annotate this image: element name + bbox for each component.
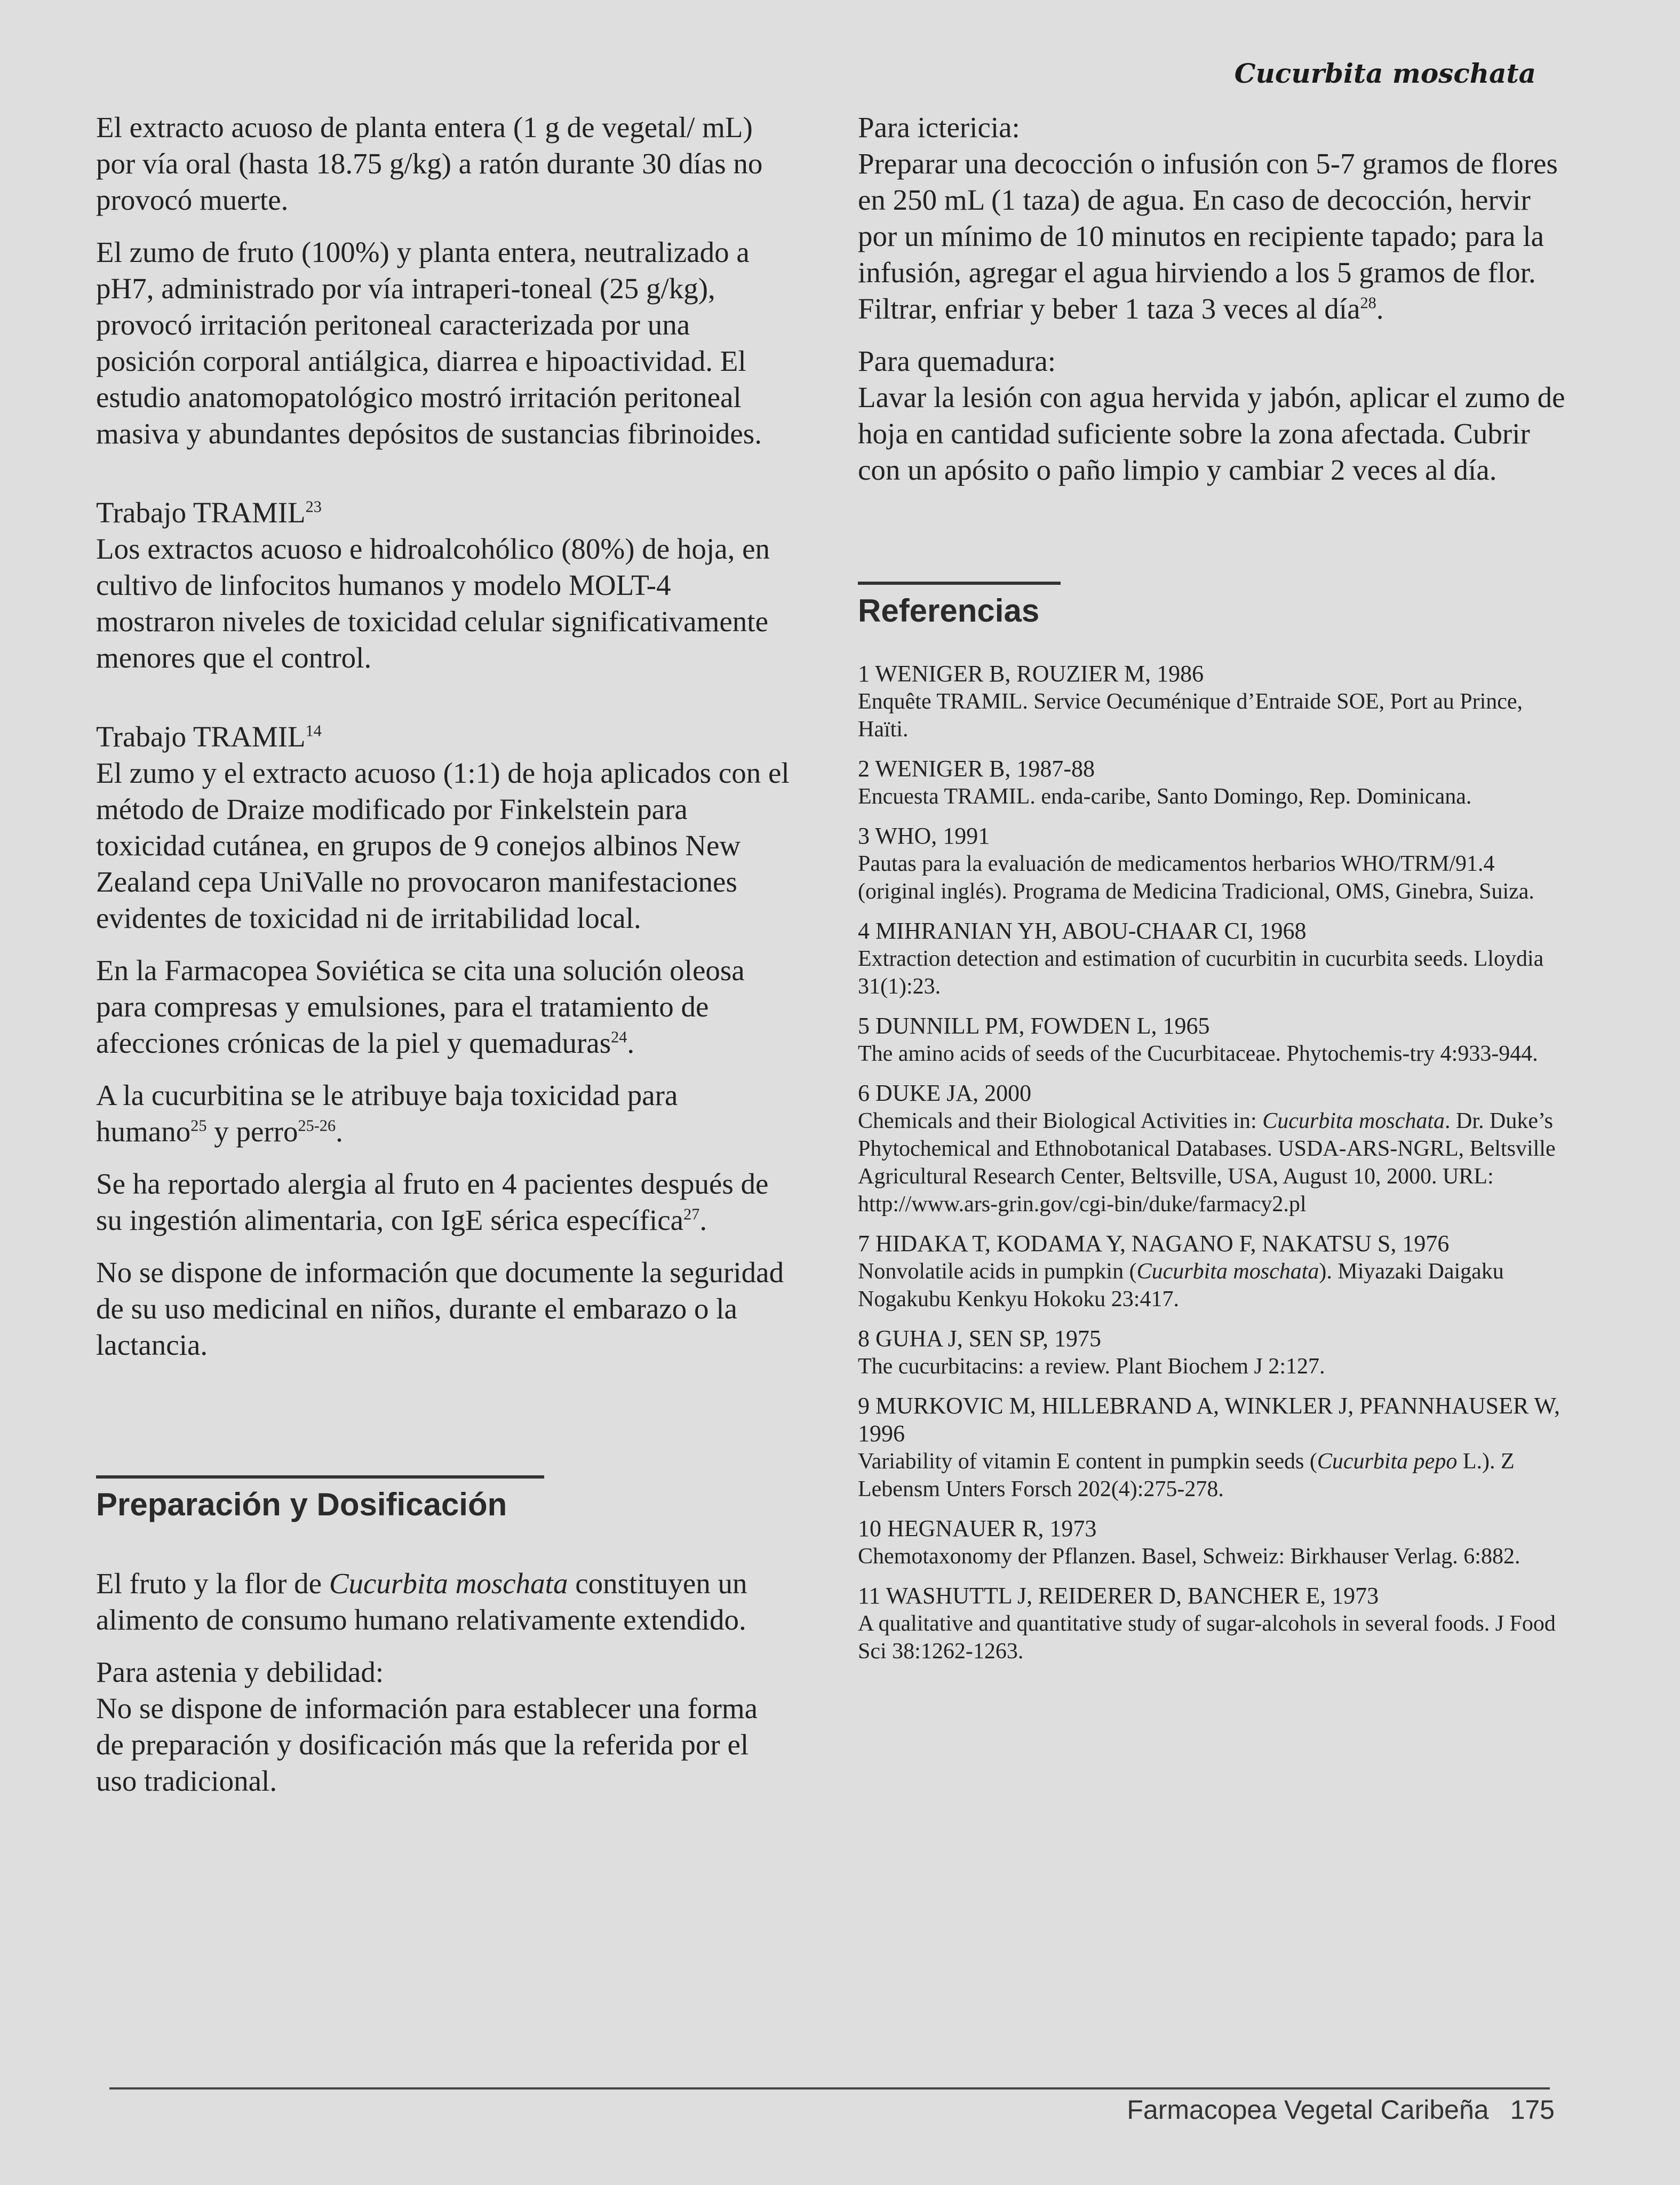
reference-body	[858, 1258, 1567, 1313]
reference-text: L.). Z Lebensm Unters Forsch 202(4):275-278.	[858, 1449, 1515, 1501]
footnote-ref: 25	[190, 1116, 207, 1135]
quemadura-block	[858, 343, 1567, 488]
reference-body	[858, 1448, 1567, 1503]
footnote-ref: 28	[1360, 293, 1376, 312]
reference-head: 4 MIHRANIAN YH, ABOU-CHAAR CI, 1968	[858, 918, 1307, 944]
ictericia-text: Preparar una decocción o infusión con 5-7 gramos de flores en 250 mL (1 taza) de agua. En caso de decocción, hervir por un mínimo de 10 minutos en recipiente tapado; para la infusión, agregar el agua hirviendo a los 5 gramos de flor. Filtrar, enfriar y beber 1 taza 3 veces al día	[858, 147, 1558, 325]
species-name: Cucurbita pepo	[1317, 1449, 1458, 1474]
tramil-23-title: Trabajo TRAMIL	[96, 496, 306, 529]
reference-head: 9 MURKOVIC M, HILLEBRAND A, WINKLER J, PFANNHAUSER W, 1996	[858, 1393, 1560, 1447]
astenia-text: No se dispone de información para establecer una forma de preparación y dosificación más que la referida por el uso tradicional.	[96, 1692, 758, 1797]
reference-item	[858, 1230, 1567, 1313]
right-column	[858, 109, 1567, 1677]
page-footer	[1127, 2094, 1555, 2125]
reference-item	[858, 660, 1567, 743]
section-rule	[96, 1475, 544, 1479]
reference-item	[858, 755, 1567, 811]
reference-text: ). Miyazaki Daigaku Nogakubu Kenkyu Hokoku 23:417.	[858, 1259, 1504, 1312]
species-name: Cucurbita moschata	[1262, 1109, 1445, 1133]
paragraph-extracto-acuoso: El extracto acuoso de planta entera (1 g de vegetal/ mL) por vía oral (hasta 18.75 g/kg) a ratón durante 30 días no provocó muerte.	[96, 111, 763, 216]
paragraph-farmacopea-sovietica: En la Farmacopea Soviética se cita una solución oleosa para compresas y emulsiones, para el tratamiento de afecciones crónicas de la piel y quemaduras$^{24}$.	[96, 954, 745, 1059]
footer-rule	[109, 2087, 1550, 2089]
astenia-title: Para astenia y debilidad:	[96, 1656, 384, 1688]
paragraph-ninos: No se dispone de información que documente la seguridad de su uso medicinal en niños, durante el embarazo o la lactancia.	[96, 1256, 784, 1361]
reference-body: The cucurbitacins: a review. Plant Biochem J 2:127.	[858, 1354, 1325, 1379]
reference-head: 10 HEGNAUER R, 1973	[858, 1515, 1097, 1542]
reference-item	[858, 1012, 1567, 1068]
footnote-ref: 23	[305, 497, 322, 516]
paragraph-text: y perro	[206, 1115, 298, 1148]
paragraph-text: En la Farmacopea Soviética se cita una solución oleosa para compresas y emulsiones, para el tratamiento de afecciones crónicas de la piel y quemaduras	[96, 954, 745, 1059]
paragraph-text: constituyen un alimento de consumo humano relativamente extendido.	[96, 1567, 747, 1636]
paragraph-text: A la cucurbitina se le atribuye baja toxicidad para humano	[96, 1079, 678, 1148]
preparacion-section	[96, 1475, 790, 1799]
preparacion-heading: Preparación y Dosificación	[96, 1487, 507, 1522]
ictericia-block: Para ictericia: Preparar una decocción o infusión con 5-7 gramos de flores en 250 mL (1 taza) de agua. En caso de decocción, hervir por un mínimo de 10 minutos en recipiente tapado; para la infusión, agregar el agua hirviendo a los 5 gramos de flor. Filtrar, enfriar y beber 1 taza 3 veces al día$^{28}$.	[858, 111, 1558, 325]
running-head: Cucurbita moschata	[1234, 58, 1536, 89]
paragraph-zumo-fruto: El zumo de fruto (100%) y planta entera, neutralizado a pH7, administrado por vía intraperi-toneal (25 g/kg), provocó irritación peritoneal caracterizada por una posición corporal antiálgica, diarrea e hipoactividad. El estudio anatomopatológico mostró irritación peritoneal masiva y abundantes depósitos de sustancias fibrinoides.	[96, 236, 762, 450]
book-title: Farmacopea Vegetal Caribeña	[1127, 2095, 1489, 2125]
paragraph-fruto-flor	[96, 1566, 790, 1638]
tramil-14-text: El zumo y el extracto acuoso (1:1) de hoja aplicados con el método de Draize modificado por Finkelstein para toxicidad cutánea, en grupos de 9 conejos albinos New Zealand cepa UniValle no provocaron manifestaciones evidentes de toxicidad ni de irritabilidad local.	[96, 757, 790, 934]
reference-item	[858, 1582, 1567, 1665]
reference-head: 7 HIDAKA T, KODAMA Y, NAGANO F, NAKATSU S, 1976	[858, 1230, 1450, 1257]
reference-head: 3 WHO, 1991	[858, 823, 990, 849]
reference-text: Chemicals and their Biological Activities in:	[858, 1109, 1263, 1133]
reference-head: 2 WENIGER B, 1987-88	[858, 756, 1095, 782]
tramil-23-text: Los extractos acuoso e hidroalcohólico (80%) de hoja, en cultivo de linfocitos humanos y modelo MOLT-4 mostraron niveles de toxicidad celular significativamente menores que el control.	[96, 533, 770, 674]
species-name: Cucurbita moschata	[1136, 1259, 1319, 1284]
reference-item	[858, 822, 1567, 905]
referencias-section	[858, 582, 1567, 1665]
reference-item	[858, 1515, 1567, 1570]
reference-head: 5 DUNNILL PM, FOWDEN L, 1965	[858, 1013, 1210, 1039]
footnote-ref: 14	[305, 721, 322, 740]
reference-head: 11 WASHUTTL J, REIDERER D, BANCHER E, 1973	[858, 1583, 1379, 1609]
tramil-14-block	[96, 719, 790, 936]
reference-body: The amino acids of seeds of the Cucurbitaceae. Phytochemis-try 4:933-944.	[858, 1042, 1538, 1066]
reference-head: 6 DUKE JA, 2000	[858, 1080, 1032, 1106]
referencias-heading: Referencias	[858, 593, 1040, 629]
reference-body	[858, 1107, 1567, 1218]
page-number: 175	[1510, 2095, 1555, 2125]
reference-item	[858, 917, 1567, 1000]
paragraph-text: Se ha reportado alergia al fruto en 4 pacientes después de su ingestión alimentaria, con IgE sérica específica	[96, 1167, 769, 1236]
reference-body: Pautas para la evaluación de medicamentos herbarios WHO/TRM/91.4 (original inglés). Programa de Medicina Tradicional, OMS, Ginebra, Suiza.	[858, 852, 1534, 904]
species-name: Cucurbita moschata	[329, 1567, 568, 1600]
reference-item	[858, 1325, 1567, 1380]
reference-body: Extraction detection and estimation of cucurbitin in cucurbita seeds. Lloydia 31(1):23.	[858, 947, 1544, 999]
section-rule	[858, 582, 1061, 585]
paragraph-alergia: Se ha reportado alergia al fruto en 4 pacientes después de su ingestión alimentaria, con IgE sérica específica$^{27}$.	[96, 1167, 769, 1236]
astenia-block	[96, 1654, 790, 1799]
left-column	[96, 109, 790, 1815]
quemadura-title: Para quemadura:	[858, 345, 1056, 377]
reference-head: 1 WENIGER B, ROUZIER M, 1986	[858, 661, 1204, 687]
reference-body: Encuesta TRAMIL. enda-caribe, Santo Domingo, Rep. Dominicana.	[858, 784, 1472, 809]
footnote-ref: 25-26	[298, 1116, 336, 1135]
reference-body: A qualitative and quantitative study of sugar-alcohols in several foods. J Food Sci 38:1262-1263.	[858, 1611, 1556, 1664]
reference-text: . Dr. Duke’s Phytochemical and Ethnobotanical Databases. USDA-ARS-NGRL, Beltsville Agricultural Research Center, Beltsville, USA, August 10, 2000. URL: http://www.ars-grin.gov/cgi-bin/duke/farmacy2.pl	[858, 1109, 1556, 1217]
ictericia-title: Para ictericia:	[858, 111, 1020, 144]
reference-body: Chemotaxonomy der Pflanzen. Basel, Schweiz: Birkhauser Verlag. 6:882.	[858, 1544, 1520, 1569]
reference-head: 8 GUHA J, SEN SP, 1975	[858, 1325, 1101, 1352]
tramil-23-block	[96, 495, 790, 676]
quemadura-text: Lavar la lesión con agua hervida y jabón, aplicar el zumo de hoja en cantidad suficiente sobre la zona afectada. Cubrir con un apósito o paño limpio y cambiar 2 veces al día.	[858, 381, 1565, 486]
paragraph-text: El fruto y la flor de	[96, 1567, 329, 1600]
reference-item	[858, 1079, 1567, 1218]
paragraph-cucurbitina: A la cucurbitina se le atribuye baja toxicidad para humano$^{25}$ y perro$^{25-26}$.	[96, 1079, 678, 1148]
reference-text: Variability of vitamin E content in pumpkin seeds (	[858, 1449, 1317, 1474]
footnote-ref: 24	[611, 1028, 627, 1046]
reference-body: Enquête TRAMIL. Service Oecuménique d’Entraide SOE, Port au Prince, Haïti.	[858, 689, 1523, 742]
reference-text: Nonvolatile acids in pumpkin (	[858, 1259, 1137, 1284]
tramil-14-title: Trabajo TRAMIL	[96, 720, 306, 753]
footnote-ref: 27	[683, 1205, 700, 1223]
reference-item	[858, 1392, 1567, 1503]
